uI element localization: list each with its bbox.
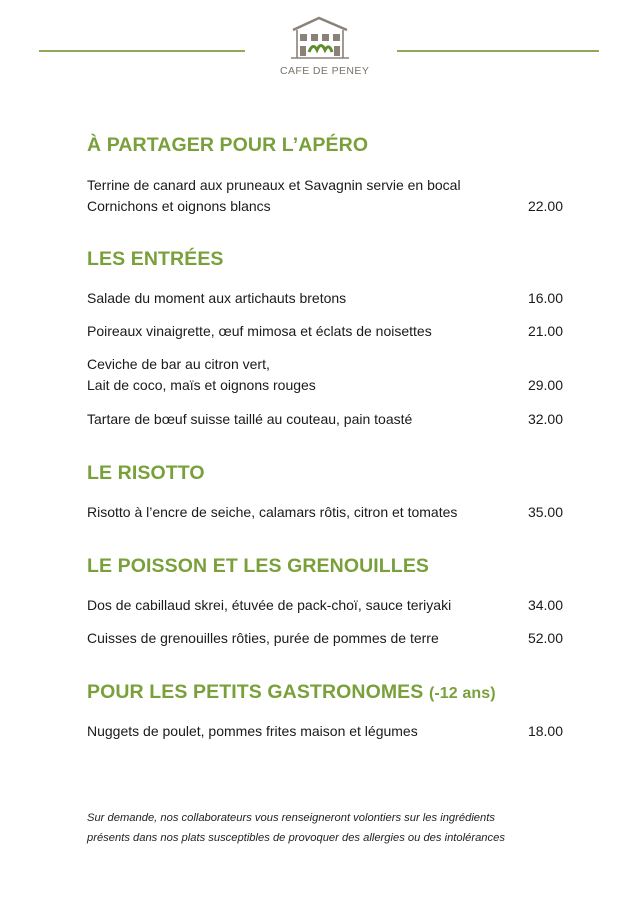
menu-item	[87, 628, 563, 649]
section-title-apero: À PARTAGER POUR L’APÉRO	[87, 134, 369, 156]
item-line: Lait de coco, maïs et oignons rouges	[87, 377, 316, 393]
allergy-note-line: présents dans nos plats susceptibles de provoquer des allergies ou des intolérances	[87, 832, 505, 844]
item-price: 52.00	[527, 630, 563, 646]
section-title-petits-gastronomes	[87, 681, 496, 704]
item-line: Poireaux vinaigrette, œuf mimosa et éclats de noisettes	[87, 323, 432, 339]
item-price: 34.00	[527, 597, 563, 613]
item-price: 21.00	[527, 323, 563, 339]
menu-item	[87, 288, 563, 309]
item-line: Cuisses de grenouilles rôties, purée de pommes de terre	[87, 630, 439, 646]
logo	[280, 16, 370, 77]
menu-item	[87, 354, 563, 396]
restaurant-name: CAFE DE PENEY	[280, 65, 370, 77]
item-price: 35.00	[527, 504, 563, 520]
menu-item	[87, 721, 563, 742]
item-line: Risotto à l’encre de seiche, calamars rôtis, citron et tomates	[87, 504, 458, 520]
item-price: 18.00	[527, 723, 563, 739]
item-line: Tartare de bœuf suisse taillé au couteau, pain toasté	[87, 411, 413, 427]
section-title-text: POUR LES PETITS GASTRONOMES	[87, 681, 424, 703]
allergy-note-line: Sur demande, nos collaborateurs vous renseigneront volontiers sur les ingrédients	[87, 812, 495, 824]
item-line: Dos de cabillaud skrei, étuvée de pack-choï, sauce teriyaki	[87, 597, 452, 613]
allergy-note	[87, 808, 505, 848]
item-price: 29.00	[527, 377, 563, 393]
menu-item	[87, 409, 563, 430]
item-line: Cornichons et oignons blancs	[87, 198, 271, 214]
menu-item	[87, 321, 563, 342]
item-line: Salade du moment aux artichauts bretons	[87, 290, 347, 306]
building-logo-icon	[287, 16, 353, 62]
section-title-suffix: (-12 ans)	[428, 685, 496, 702]
header-rule-right	[397, 50, 599, 52]
item-price: 22.00	[527, 198, 563, 214]
item-line: Nuggets de poulet, pommes frites maison et légumes	[87, 723, 418, 739]
item-price: 32.00	[527, 411, 563, 427]
menu-item	[87, 502, 563, 523]
section-title-risotto: LE RISOTTO	[87, 462, 205, 484]
item-price: 16.00	[527, 290, 563, 306]
menu-item	[87, 595, 563, 616]
menu-item	[87, 175, 563, 217]
section-title-entrees: LES ENTRÉES	[87, 248, 224, 270]
header-rule-left	[39, 50, 245, 52]
item-line: Ceviche de bar au citron vert,	[87, 356, 270, 372]
section-title-poisson: LE POISSON ET LES GRENOUILLES	[87, 555, 430, 577]
item-line: Terrine de canard aux pruneaux et Savagnin servie en bocal	[87, 177, 461, 193]
